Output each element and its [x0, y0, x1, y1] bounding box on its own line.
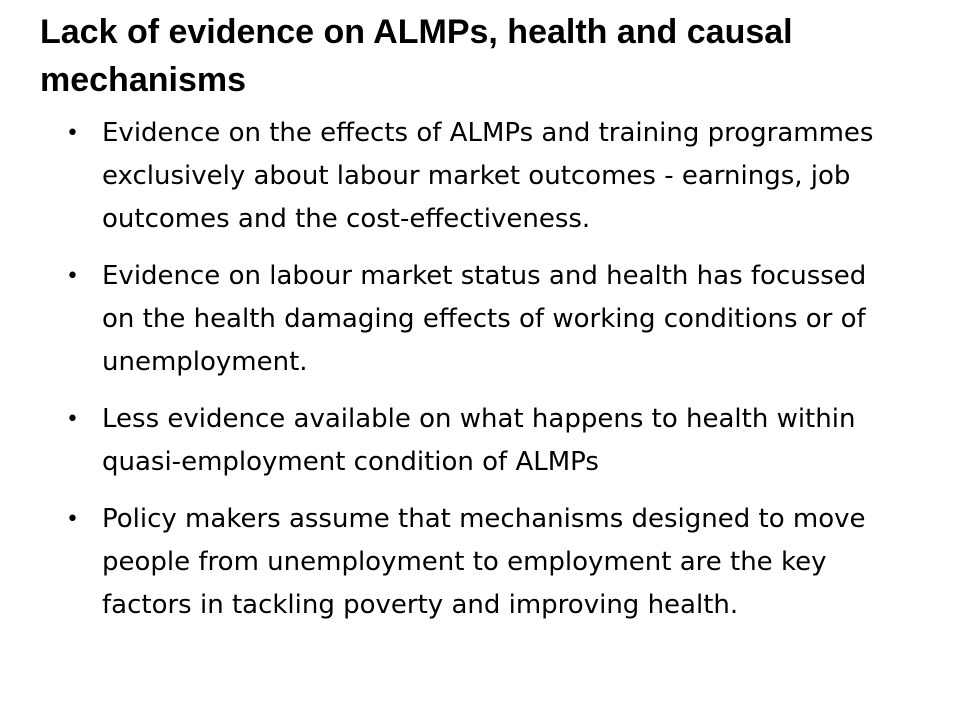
bullet-text: Evidence on labour market status and health has focussed on the health damaging effects of working conditions or of unemployment. [102, 261, 867, 377]
bullet-item [66, 112, 902, 241]
bullet-text: Evidence on the effects of ALMPs and training programmes exclusively about labour market outcomes - earnings, job outcomes and the cost-effectiveness. [102, 118, 874, 234]
bullet-text: Less evidence available on what happens to health within quasi-employment condition of ALMPs [102, 404, 856, 477]
bullet-list [0, 112, 960, 641]
bullet-dot-icon: • [66, 507, 79, 532]
bullet-item [66, 498, 902, 627]
bullet-dot-icon: • [66, 121, 79, 146]
bullet-item [66, 398, 902, 484]
bullet-dot-icon: • [66, 264, 79, 289]
bullet-text: Policy makers assume that mechanisms designed to move people from unemployment to employment are the key factors in tackling poverty and improving health. [102, 504, 866, 620]
slide-title: Lack of evidence on ALMPs, health and causal mechanisms [40, 13, 793, 99]
bullet-dot-icon: • [66, 407, 79, 432]
bullet-item [66, 255, 902, 384]
